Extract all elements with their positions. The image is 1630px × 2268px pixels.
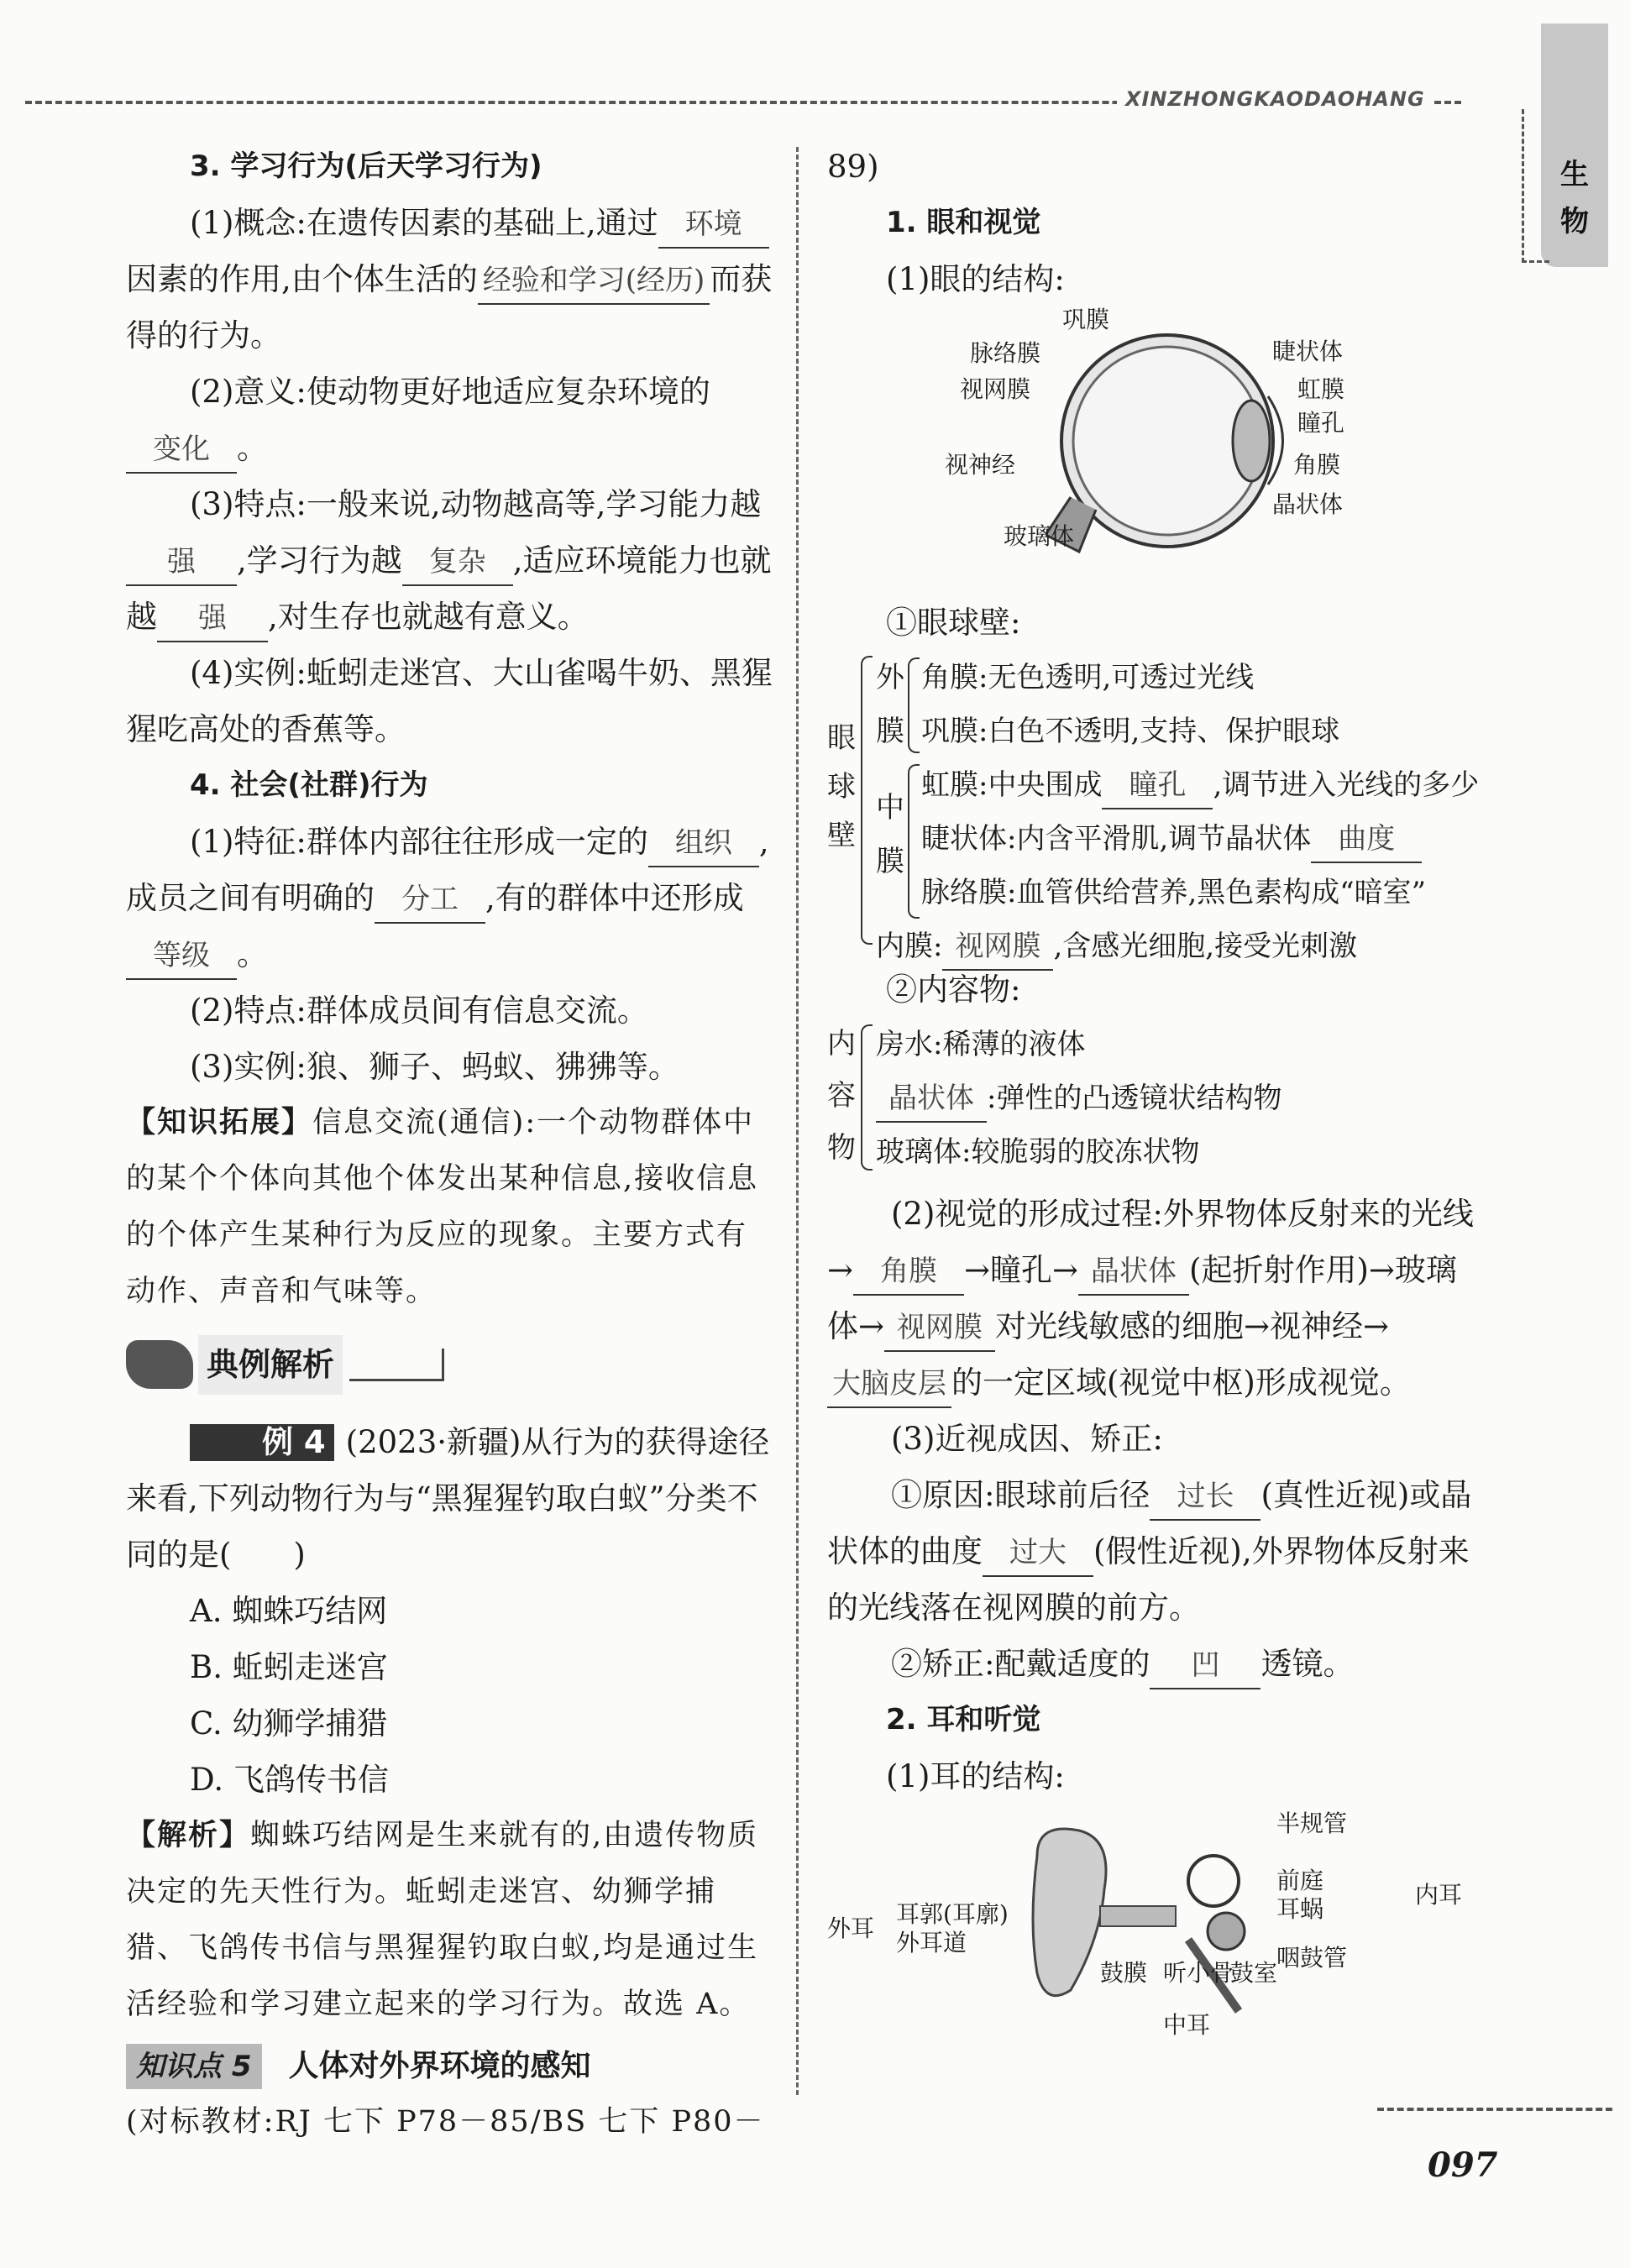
ear-label-inner-ear: 内耳	[1415, 1881, 1463, 1909]
tree-middle-layer: 中膜	[876, 791, 904, 878]
feature-paragraph: (3)特点:一般来说,动物越高等,学习能力越强 ,学习行为越 复杂 ,适应环境能力也就越 强 ,对生存也就越有意义。	[126, 476, 777, 645]
option-b: B. 蚯蚓走迷宫	[190, 1649, 388, 1685]
eyeball-wall-tree	[827, 651, 1482, 961]
ear-label-middle-ear: 中耳	[1163, 2011, 1211, 2039]
heading-eye-vision: 1. 眼和视觉	[886, 206, 1041, 239]
eye-contents-title: ②内容物:	[886, 972, 1021, 1008]
analysis-paragraph: 【解析】蜘蛛巧结网是生来就有的,由遗传物质决定的先天性行为。蚯蚓走迷宫、幼狮学捕猎、飞鸽传书信与黑猩猩钓取白蚁,均是通过生活经验和学习建立起来的学习行为。故选 A。	[126, 1819, 759, 2021]
heading-learning-behavior: 3. 学习行为(后天学习行为)	[190, 149, 542, 183]
knowledge-point-badge: 知识点 5	[126, 2044, 262, 2089]
ear-label-vestibule: 前庭	[1276, 1867, 1324, 1894]
brace	[861, 1024, 873, 1171]
vision-process-paragraph: (2)视觉的形成过程:外界物体反射来的光线→ 角膜 →瞳孔→ 晶状体 (起折射作用)→玻璃体→ 视网膜 对光线敏感的细胞→视神经→大脑皮层 的一定区域(视觉中枢)形成视觉。	[827, 1186, 1482, 1411]
myopia-cause-paragraph: ①原因:眼球前后径 过长 (真性近视)或晶状体的曲度 过大 (假性近视),外界物体反射来的光线落在视网膜的前方。	[827, 1467, 1482, 1636]
header-text: XINZHONGKAODAOHANG	[1117, 87, 1433, 111]
ear-label-eardrum: 鼓膜	[1100, 1959, 1148, 1987]
fill-blank: 经验和学习(经历)	[478, 258, 710, 305]
cornea-desc: 角膜:无色透明,可透过光线	[921, 661, 1255, 694]
page-number: 097	[1428, 2145, 1498, 2185]
knowledge-point-heading	[126, 2038, 777, 2094]
left-column	[126, 139, 777, 2150]
footer-rule	[1377, 2108, 1612, 2111]
fill-blank: 视网膜	[884, 1305, 995, 1352]
reference-continued: 89)	[827, 149, 879, 185]
eye-label-optic-nerve: 视神经	[945, 451, 1016, 479]
magnifier-icon	[126, 1340, 193, 1389]
fill-blank: 过长	[1150, 1474, 1260, 1521]
inner-layer-desc: 内膜: 视网膜 ,含感光细胞,接受光刺激	[876, 919, 1357, 973]
fill-blank: 角膜	[853, 1249, 964, 1296]
tree-outer-layer: 外膜	[876, 661, 904, 748]
ear-label-semicircular-canals: 半规管	[1276, 1810, 1348, 1837]
heading-social-behavior: 4. 社会(社群)行为	[190, 768, 428, 802]
choroid-desc: 脉络膜:血管供给营养,黑色素构成“暗室”	[921, 876, 1427, 909]
eye-label-cornea: 角膜	[1293, 451, 1341, 479]
ear-label-auricle: 耳郭(耳廓)	[896, 1900, 1009, 1928]
example-paragraph: (4)实例:蚯蚓走迷宫、大山雀喝牛奶、黑猩猩吃高处的香蕉等。	[126, 655, 773, 747]
heading-arrow-line	[349, 1349, 444, 1381]
eye-label-lens: 晶状体	[1272, 490, 1344, 518]
example-badge: 例 4	[190, 1424, 334, 1461]
fill-blank: 大脑皮层	[827, 1361, 951, 1408]
ear-structure-label: (1)耳的结构:	[886, 1758, 1065, 1794]
fill-blank: 强	[157, 595, 268, 642]
fill-blank: 强	[126, 539, 237, 586]
textbook-reference: (对标教材:RJ 七下 P78－85/BS 七下 P80－	[126, 2105, 765, 2139]
fill-blank: 晶状体	[1078, 1249, 1189, 1296]
fill-blank: 曲度	[1311, 816, 1422, 863]
heading-ear-hearing: 2. 耳和听觉	[886, 1703, 1041, 1736]
fill-blank: 瞳孔	[1102, 762, 1213, 809]
brace	[908, 764, 920, 919]
ciliary-desc: 睫状体:内含平滑肌,调节晶状体 曲度	[921, 812, 1422, 866]
fill-blank: 视网膜	[942, 924, 1053, 971]
option-d: D. 飞鸽传书信	[190, 1762, 389, 1798]
fill-blank: 变化	[126, 427, 237, 474]
eye-label-retina: 视网膜	[960, 375, 1031, 403]
eyeball-illustration	[1046, 317, 1297, 560]
eye-diagram	[827, 306, 1482, 589]
eye-label-pupil: 瞳孔	[1297, 409, 1345, 437]
fill-blank: 复杂	[402, 539, 513, 586]
answer-options	[126, 1583, 777, 1808]
knowledge-point-title: 人体对外界环境的感知	[288, 2049, 591, 2083]
analysis-label: 【解析】	[126, 1819, 251, 1852]
fill-blank: 过大	[983, 1530, 1093, 1577]
tree-root-contents: 内容物	[827, 1027, 856, 1165]
tab-dash-border	[1522, 109, 1549, 263]
eyeball-wall-title: ①眼球壁:	[886, 605, 1021, 641]
ear-label-ear-canal: 外耳道	[896, 1929, 967, 1956]
column-divider	[796, 147, 799, 2095]
vitreous-desc: 玻璃体:较脆弱的胶冻状物	[876, 1135, 1200, 1169]
fill-blank: 晶状体	[876, 1076, 987, 1123]
fill-blank: 凹	[1150, 1642, 1260, 1689]
eye-label-vitreous: 玻璃体	[1004, 522, 1075, 550]
eye-structure-label: (1)眼的结构:	[886, 261, 1065, 297]
eye-label-iris: 虹膜	[1297, 375, 1345, 403]
eye-label-sclera: 巩膜	[1062, 306, 1110, 333]
aqueous-desc: 房水:稀薄的液体	[876, 1028, 1086, 1061]
option-a: A. 蜘蛛巧结网	[190, 1593, 388, 1629]
iris-desc: 虹膜:中央围成 瞳孔 ,调节进入光线的多少	[921, 758, 1479, 812]
social-example-paragraph: (3)实例:狼、狮子、蚂蚁、狒狒等。	[190, 1049, 679, 1085]
tree-root-eyeball-wall: 眼球壁	[827, 721, 856, 852]
lens-desc: 晶状体 :弹性的凸透镜状结构物	[876, 1071, 1281, 1125]
eye-contents-tree	[827, 1018, 1482, 1186]
social-trait-paragraph: (2)特点:群体成员间有信息交流。	[190, 993, 648, 1029]
myopia-fix-paragraph: ②矫正:配戴适度的 凹 透镜。	[827, 1636, 1482, 1692]
concept-paragraph: (1)概念:在遗传因素的基础上,通过 环境因素的作用,由个体生活的 经验和学习(经历) 而获得的行为。	[126, 195, 777, 364]
fill-blank: 组织	[648, 820, 759, 867]
typical-example-heading: 典例解析	[126, 1335, 777, 1394]
fill-blank: 分工	[375, 877, 485, 924]
knowledge-extension-label: 【知识拓展】	[126, 1106, 313, 1139]
ear-label-cochlea: 耳蜗	[1276, 1895, 1324, 1923]
fill-blank: 环境	[658, 202, 769, 249]
brace	[908, 657, 920, 753]
subject-tab-label: 生物	[1560, 158, 1589, 238]
ear-label-ossicles: 听小骨	[1163, 1959, 1234, 1987]
right-column	[827, 139, 1482, 2058]
ear-label-tympanic-cavity: 鼓室	[1230, 1959, 1278, 1987]
brace	[861, 656, 873, 945]
ear-label-outer-ear: 外耳	[827, 1914, 875, 1942]
eye-label-choroid: 脉络膜	[970, 339, 1041, 367]
option-c: C. 幼狮学捕猎	[190, 1705, 388, 1742]
social-feature-paragraph: (1)特征:群体内部往往形成一定的 组织 ,成员之间有明确的 分工 ,有的群体中还形成等级 。	[126, 814, 777, 982]
eye-label-ciliary-body: 睫状体	[1272, 338, 1344, 365]
sclera-desc: 巩膜:白色不透明,支持、保护眼球	[921, 715, 1340, 748]
ear-label-eustachian-tube: 咽鼓管	[1276, 1944, 1348, 1972]
example-question: 例 4 (2023·新疆)从行为的获得途径来看,下列动物行为与“黑猩猩钓取白蚁”分类不同的是( )	[126, 1424, 770, 1573]
meaning-paragraph: (2)意义:使动物更好地适应复杂环境的变化 。	[126, 364, 777, 476]
myopia-title: (3)近视成因、矫正:	[891, 1421, 1163, 1457]
ear-diagram	[827, 1810, 1482, 2053]
knowledge-extension: 【知识拓展】信息交流(通信):一个动物群体中的某个个体向其他个体发出某种信息,接收信息的个体产生某种行为反应的现象。主要方式有动作、声音和气味等。	[126, 1106, 759, 1308]
fill-blank: 等级	[126, 933, 237, 980]
